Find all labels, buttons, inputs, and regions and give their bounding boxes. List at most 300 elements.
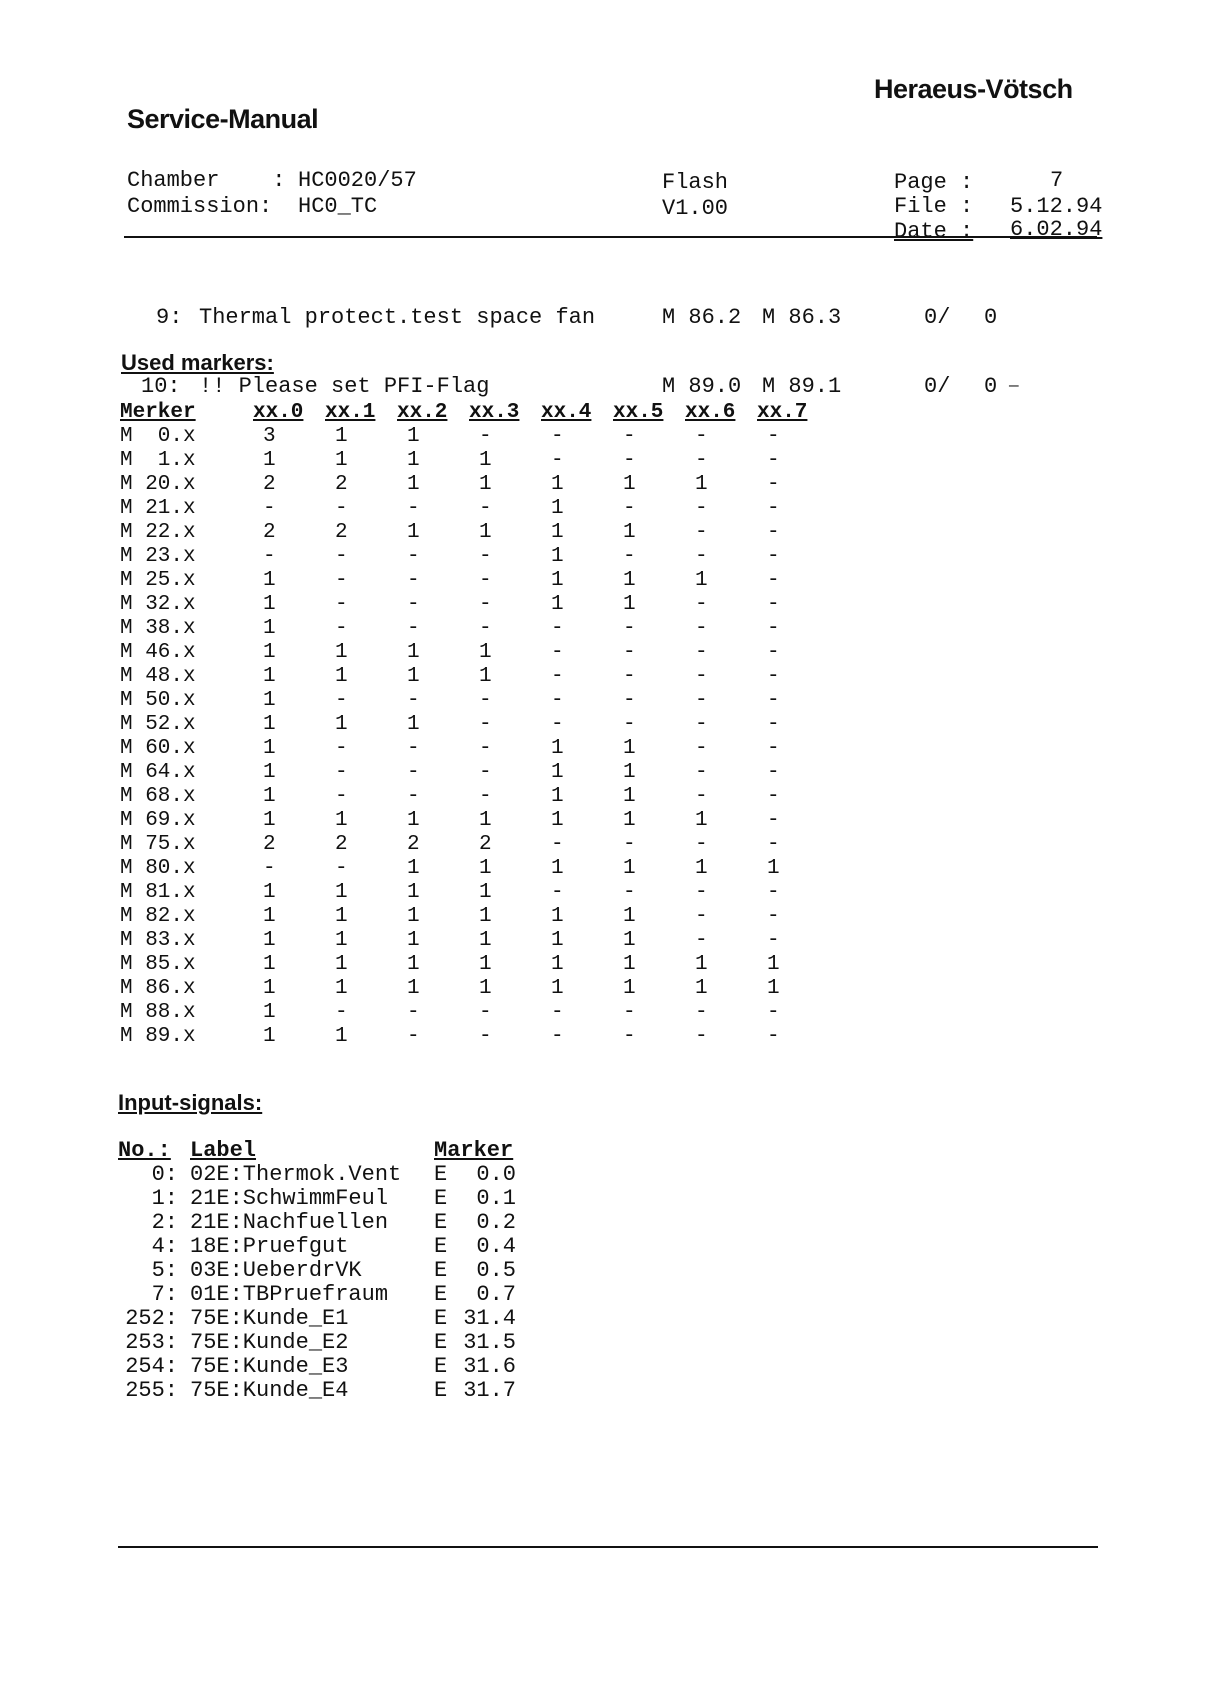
date-value: 6.02.94 bbox=[1010, 217, 1103, 242]
marker-count: - bbox=[695, 761, 708, 784]
marker-count: - bbox=[695, 785, 708, 808]
marker-count: - bbox=[407, 545, 420, 568]
marker-count: - bbox=[479, 497, 492, 520]
marker-count: - bbox=[335, 569, 348, 592]
marker-count: - bbox=[695, 641, 708, 664]
marker-count: 1 bbox=[263, 785, 276, 808]
marker-count: - bbox=[695, 929, 708, 952]
marker-count: 1 bbox=[407, 857, 420, 880]
marker-name: M 0.x bbox=[120, 425, 196, 448]
marker-count: - bbox=[479, 1001, 492, 1024]
column-header: No.: bbox=[118, 1138, 171, 1163]
marker-count: 2 bbox=[335, 473, 348, 496]
marker-count: 1 bbox=[335, 809, 348, 832]
column-header: xx.6 bbox=[685, 401, 736, 424]
date-label: Date : bbox=[894, 219, 974, 244]
marker-count: - bbox=[479, 713, 492, 736]
signal-marker-type: E bbox=[434, 1162, 448, 1187]
marker-count: 1 bbox=[479, 881, 492, 904]
marker-count: 1 bbox=[479, 521, 492, 544]
marker-count: 1 bbox=[479, 929, 492, 952]
marker-count: - bbox=[695, 593, 708, 616]
marker-name: M 1.x bbox=[120, 449, 196, 472]
marker-count: 1 bbox=[263, 905, 276, 928]
marker-count: - bbox=[695, 713, 708, 736]
marker-count: 1 bbox=[551, 497, 564, 520]
signal-label: 21E:Nachfuellen bbox=[190, 1210, 389, 1235]
marker-count: - bbox=[767, 617, 780, 640]
signal-label: 75E:Kunde_E1 bbox=[190, 1306, 349, 1331]
marker-count: - bbox=[695, 689, 708, 712]
row-count-1: 0/ bbox=[924, 305, 951, 330]
row-count-1: 0/ bbox=[924, 374, 951, 399]
marker-count: 1 bbox=[479, 809, 492, 832]
marker-count: - bbox=[623, 497, 636, 520]
marker-count: 1 bbox=[263, 689, 276, 712]
marker-count: 1 bbox=[479, 665, 492, 688]
signal-marker-type: E bbox=[434, 1186, 448, 1211]
signal-marker-type: E bbox=[434, 1306, 448, 1331]
marker-count: - bbox=[479, 761, 492, 784]
marker-count: - bbox=[407, 761, 420, 784]
marker-name: M 46.x bbox=[120, 641, 196, 664]
marker-count: 1 bbox=[551, 905, 564, 928]
marker-count: 1 bbox=[767, 953, 780, 976]
marker-count: 1 bbox=[407, 953, 420, 976]
marker-count: 1 bbox=[263, 929, 276, 952]
marker-count: - bbox=[695, 425, 708, 448]
marker-count: 2 bbox=[263, 833, 276, 856]
signal-number: 1: bbox=[151, 1186, 178, 1211]
marker-count: - bbox=[551, 833, 564, 856]
marker-count: - bbox=[767, 497, 780, 520]
marker-count: 2 bbox=[479, 833, 492, 856]
marker-count: 1 bbox=[335, 665, 348, 688]
marker-count: - bbox=[335, 1001, 348, 1024]
signal-marker-address: 0.2 bbox=[476, 1210, 516, 1235]
marker-count: - bbox=[335, 761, 348, 784]
signal-label: 21E:SchwimmFeul bbox=[190, 1186, 389, 1211]
column-header: xx.3 bbox=[469, 401, 520, 424]
marker-count: - bbox=[407, 689, 420, 712]
signal-label: 18E:Pruefgut bbox=[190, 1234, 349, 1259]
marker-count: - bbox=[407, 1025, 420, 1048]
marker-count: 1 bbox=[407, 641, 420, 664]
marker-count: 1 bbox=[407, 473, 420, 496]
marker-name: M 21.x bbox=[120, 497, 196, 520]
marker-count: 1 bbox=[623, 473, 636, 496]
marker-count: - bbox=[335, 593, 348, 616]
marker-count: - bbox=[407, 569, 420, 592]
signal-marker-address: 0.5 bbox=[476, 1258, 516, 1283]
marker-count: 1 bbox=[551, 785, 564, 808]
marker-count: 1 bbox=[263, 881, 276, 904]
marker-count: 1 bbox=[695, 977, 708, 1000]
marker-count: 1 bbox=[407, 977, 420, 1000]
row-number: 9: bbox=[156, 305, 183, 330]
marker-count: - bbox=[335, 497, 348, 520]
marker-name: M 82.x bbox=[120, 905, 196, 928]
marker-count: 1 bbox=[551, 569, 564, 592]
marker-count: - bbox=[335, 545, 348, 568]
signal-marker-type: E bbox=[434, 1210, 448, 1235]
column-header: Merker bbox=[120, 401, 196, 424]
marker-name: M 32.x bbox=[120, 593, 196, 616]
marker-count: - bbox=[479, 737, 492, 760]
marker-count: - bbox=[551, 449, 564, 472]
marker-count: - bbox=[695, 1025, 708, 1048]
signal-marker-type: E bbox=[434, 1378, 448, 1403]
marker-count: 1 bbox=[623, 761, 636, 784]
marker-count: 1 bbox=[767, 977, 780, 1000]
marker-count: - bbox=[695, 617, 708, 640]
column-header: Label bbox=[190, 1138, 257, 1163]
marker-count: - bbox=[479, 593, 492, 616]
marker-count: 1 bbox=[263, 1001, 276, 1024]
marker-name: M 52.x bbox=[120, 713, 196, 736]
marker-count: 1 bbox=[623, 809, 636, 832]
marker-count: - bbox=[695, 497, 708, 520]
marker-name: M 25.x bbox=[120, 569, 196, 592]
marker-count: - bbox=[767, 473, 780, 496]
column-header: xx.2 bbox=[397, 401, 448, 424]
marker-count: 1 bbox=[551, 737, 564, 760]
marker-name: M 20.x bbox=[120, 473, 196, 496]
signal-number: 254: bbox=[125, 1354, 178, 1379]
marker-count: 1 bbox=[263, 641, 276, 664]
marker-count: - bbox=[767, 593, 780, 616]
header-divider bbox=[124, 236, 1097, 238]
marker-count: - bbox=[551, 689, 564, 712]
signal-marker-address: 0.1 bbox=[476, 1186, 516, 1211]
marker-count: 1 bbox=[479, 953, 492, 976]
marker-count: - bbox=[407, 593, 420, 616]
marker-count: - bbox=[767, 809, 780, 832]
signal-number: 4: bbox=[151, 1234, 178, 1259]
marker-count: - bbox=[767, 833, 780, 856]
marker-count: 2 bbox=[335, 521, 348, 544]
flash-value: V1.00 bbox=[662, 196, 729, 221]
marker-count: 1 bbox=[623, 521, 636, 544]
marker-name: M 75.x bbox=[120, 833, 196, 856]
marker-count: 1 bbox=[335, 905, 348, 928]
marker-count: 1 bbox=[407, 449, 420, 472]
marker-count: 1 bbox=[407, 881, 420, 904]
marker-count: 1 bbox=[695, 857, 708, 880]
marker-count: 1 bbox=[407, 425, 420, 448]
marker-count: - bbox=[695, 737, 708, 760]
used-markers-title: Used markers: bbox=[121, 350, 274, 375]
marker-count: 1 bbox=[551, 857, 564, 880]
marker-count: - bbox=[407, 1001, 420, 1024]
marker-count: 1 bbox=[263, 1025, 276, 1048]
marker-count: 1 bbox=[407, 665, 420, 688]
row-marker-1: M 86.2 bbox=[662, 305, 742, 330]
marker-count: - bbox=[551, 881, 564, 904]
input-signals-title: Input-signals: bbox=[118, 1090, 263, 1115]
marker-count: - bbox=[479, 425, 492, 448]
column-header: xx.1 bbox=[325, 401, 376, 424]
marker-count: - bbox=[695, 449, 708, 472]
marker-count: - bbox=[623, 881, 636, 904]
marker-count: 1 bbox=[263, 569, 276, 592]
marker-count: 1 bbox=[407, 521, 420, 544]
marker-count: 1 bbox=[479, 857, 492, 880]
marker-count: - bbox=[695, 833, 708, 856]
marker-count: - bbox=[623, 425, 636, 448]
marker-count: - bbox=[263, 497, 276, 520]
commission-value: HC0_TC bbox=[298, 194, 378, 219]
marker-count: 1 bbox=[551, 473, 564, 496]
manual-title: Service-Manual bbox=[127, 104, 319, 134]
marker-count: - bbox=[623, 833, 636, 856]
marker-name: M 89.x bbox=[120, 1025, 196, 1048]
marker-name: M 22.x bbox=[120, 521, 196, 544]
signal-label: 02E:Thermok.Vent bbox=[190, 1162, 402, 1187]
row-text: !! Please set PFI-Flag bbox=[199, 374, 490, 399]
marker-count: 1 bbox=[479, 449, 492, 472]
marker-name: M 86.x bbox=[120, 977, 196, 1000]
marker-count: 1 bbox=[623, 905, 636, 928]
marker-count: - bbox=[767, 641, 780, 664]
marker-count: 1 bbox=[551, 929, 564, 952]
column-header: xx.0 bbox=[253, 401, 304, 424]
marker-count: - bbox=[551, 641, 564, 664]
row-marker-1: M 89.0 bbox=[662, 374, 742, 399]
marker-count: - bbox=[479, 617, 492, 640]
signal-marker-address: 31.7 bbox=[463, 1378, 516, 1403]
marker-count: 1 bbox=[551, 977, 564, 1000]
signal-number: 2: bbox=[151, 1210, 178, 1235]
marker-count: 1 bbox=[407, 713, 420, 736]
file-value: 5.12.94 bbox=[1010, 194, 1103, 219]
marker-count: 1 bbox=[263, 449, 276, 472]
marker-count: 1 bbox=[623, 785, 636, 808]
marker-count: 1 bbox=[623, 737, 636, 760]
marker-count: - bbox=[479, 1025, 492, 1048]
page-label: Page : bbox=[894, 170, 974, 195]
signal-marker-address: 0.7 bbox=[476, 1282, 516, 1307]
marker-count: 1 bbox=[551, 761, 564, 784]
marker-count: - bbox=[479, 689, 492, 712]
marker-count: - bbox=[623, 1001, 636, 1024]
marker-count: - bbox=[551, 1025, 564, 1048]
commission-label: Commission: bbox=[127, 194, 273, 219]
row-count-2: 0 bbox=[984, 305, 998, 330]
signal-marker-address: 31.5 bbox=[463, 1330, 516, 1355]
marker-count: - bbox=[767, 737, 780, 760]
marker-count: - bbox=[335, 785, 348, 808]
marker-count: 1 bbox=[767, 857, 780, 880]
marker-count: 1 bbox=[263, 665, 276, 688]
signal-marker-address: 31.4 bbox=[463, 1306, 516, 1331]
marker-name: M 23.x bbox=[120, 545, 196, 568]
marker-count: - bbox=[263, 857, 276, 880]
marker-count: 1 bbox=[551, 809, 564, 832]
row-marker-2: M 86.3 bbox=[762, 305, 842, 330]
marker-count: - bbox=[695, 881, 708, 904]
signal-marker-type: E bbox=[434, 1354, 448, 1379]
marker-count: 1 bbox=[695, 809, 708, 832]
marker-count: - bbox=[767, 665, 780, 688]
marker-count: - bbox=[263, 545, 276, 568]
marker-count: - bbox=[551, 665, 564, 688]
marker-count: 1 bbox=[695, 953, 708, 976]
marker-count: - bbox=[623, 689, 636, 712]
marker-name: M 85.x bbox=[120, 953, 196, 976]
signal-label: 75E:Kunde_E2 bbox=[190, 1330, 349, 1355]
marker-name: M 80.x bbox=[120, 857, 196, 880]
marker-count: 1 bbox=[335, 881, 348, 904]
marker-count: - bbox=[695, 545, 708, 568]
marker-count: 1 bbox=[335, 977, 348, 1000]
marker-count: - bbox=[551, 1001, 564, 1024]
marker-count: - bbox=[479, 569, 492, 592]
marker-count: 1 bbox=[623, 929, 636, 952]
marker-count: 1 bbox=[479, 473, 492, 496]
signal-marker-type: E bbox=[434, 1282, 448, 1307]
marker-count: - bbox=[767, 785, 780, 808]
marker-count: 1 bbox=[263, 977, 276, 1000]
marker-count: - bbox=[767, 761, 780, 784]
signal-marker-address: 31.6 bbox=[463, 1354, 516, 1379]
marker-name: M 38.x bbox=[120, 617, 196, 640]
marker-count: 1 bbox=[407, 905, 420, 928]
signal-number: 252: bbox=[125, 1306, 178, 1331]
marker-count: - bbox=[767, 713, 780, 736]
marker-name: M 60.x bbox=[120, 737, 196, 760]
signal-marker-type: E bbox=[434, 1330, 448, 1355]
row-number: 10: bbox=[141, 374, 181, 399]
chamber-value: HC0020/57 bbox=[298, 168, 417, 193]
marker-count: 1 bbox=[623, 977, 636, 1000]
marker-count: 1 bbox=[263, 953, 276, 976]
marker-count: 1 bbox=[263, 713, 276, 736]
marker-count: - bbox=[551, 425, 564, 448]
marker-count: - bbox=[407, 497, 420, 520]
marker-count: - bbox=[407, 785, 420, 808]
marker-count: 2 bbox=[335, 833, 348, 856]
marker-count: - bbox=[407, 617, 420, 640]
flash-label: Flash bbox=[662, 170, 729, 195]
marker-count: - bbox=[767, 881, 780, 904]
marker-count: 1 bbox=[623, 857, 636, 880]
marker-count: - bbox=[335, 617, 348, 640]
column-header: xx.7 bbox=[757, 401, 808, 424]
marker-count: 1 bbox=[335, 713, 348, 736]
marker-count: 2 bbox=[263, 473, 276, 496]
marker-count: 1 bbox=[479, 977, 492, 1000]
column-header: xx.5 bbox=[613, 401, 664, 424]
marker-name: M 88.x bbox=[120, 1001, 196, 1024]
marker-count: - bbox=[479, 785, 492, 808]
marker-count: - bbox=[623, 641, 636, 664]
marker-count: - bbox=[551, 617, 564, 640]
marker-count: - bbox=[551, 713, 564, 736]
row-mark: — bbox=[1009, 377, 1019, 395]
marker-count: 1 bbox=[623, 569, 636, 592]
marker-count: - bbox=[623, 665, 636, 688]
signal-number: 0: bbox=[151, 1162, 178, 1187]
signal-marker-type: E bbox=[434, 1258, 448, 1283]
marker-count: 1 bbox=[263, 761, 276, 784]
marker-name: M 50.x bbox=[120, 689, 196, 712]
marker-name: M 69.x bbox=[120, 809, 196, 832]
marker-count: - bbox=[623, 545, 636, 568]
row-marker-2: M 89.1 bbox=[762, 374, 842, 399]
marker-count: 1 bbox=[479, 905, 492, 928]
marker-count: - bbox=[767, 929, 780, 952]
marker-count: - bbox=[695, 665, 708, 688]
file-label: File : bbox=[894, 194, 974, 219]
row-text: Thermal protect.test space fan bbox=[199, 305, 596, 330]
column-header: Marker bbox=[434, 1138, 514, 1163]
signal-label: 03E:UeberdrVK bbox=[190, 1258, 362, 1283]
marker-count: - bbox=[695, 521, 708, 544]
marker-count: - bbox=[767, 1025, 780, 1048]
marker-name: M 68.x bbox=[120, 785, 196, 808]
marker-name: M 83.x bbox=[120, 929, 196, 952]
marker-count: 1 bbox=[551, 521, 564, 544]
signal-marker-address: 0.0 bbox=[476, 1162, 516, 1187]
marker-count: 3 bbox=[263, 425, 276, 448]
function-row bbox=[124, 305, 998, 330]
marker-count: 1 bbox=[335, 449, 348, 472]
marker-count: 1 bbox=[407, 809, 420, 832]
marker-count: 1 bbox=[407, 929, 420, 952]
marker-count: 1 bbox=[551, 545, 564, 568]
marker-count: - bbox=[695, 1001, 708, 1024]
marker-count: - bbox=[767, 545, 780, 568]
marker-count: - bbox=[623, 1025, 636, 1048]
marker-count: 1 bbox=[695, 473, 708, 496]
marker-count: 2 bbox=[263, 521, 276, 544]
marker-count: 1 bbox=[263, 809, 276, 832]
marker-count: - bbox=[479, 545, 492, 568]
marker-count: 1 bbox=[335, 1025, 348, 1048]
signal-label: 75E:Kunde_E4 bbox=[190, 1378, 349, 1403]
marker-count: - bbox=[767, 689, 780, 712]
marker-count: 1 bbox=[263, 593, 276, 616]
marker-count: 1 bbox=[623, 953, 636, 976]
signal-label: 01E:TBPruefraum bbox=[190, 1282, 389, 1307]
marker-count: - bbox=[335, 689, 348, 712]
signal-number: 7: bbox=[151, 1282, 178, 1307]
marker-name: M 64.x bbox=[120, 761, 196, 784]
marker-count: - bbox=[767, 905, 780, 928]
marker-count: - bbox=[767, 425, 780, 448]
column-header: xx.4 bbox=[541, 401, 592, 424]
signal-number: 5: bbox=[151, 1258, 178, 1283]
marker-count: - bbox=[767, 521, 780, 544]
signal-number: 255: bbox=[125, 1378, 178, 1403]
marker-count: - bbox=[335, 737, 348, 760]
marker-count: 2 bbox=[407, 833, 420, 856]
marker-count: - bbox=[335, 857, 348, 880]
signal-label: 75E:Kunde_E3 bbox=[190, 1354, 349, 1379]
marker-count: 1 bbox=[551, 953, 564, 976]
function-row bbox=[124, 374, 1019, 399]
signal-marker-type: E bbox=[434, 1234, 448, 1259]
chamber-label: Chamber : bbox=[127, 168, 286, 193]
marker-name: M 81.x bbox=[120, 881, 196, 904]
marker-count: - bbox=[767, 1001, 780, 1024]
marker-count: 1 bbox=[479, 641, 492, 664]
marker-count: 1 bbox=[263, 737, 276, 760]
marker-count: 1 bbox=[551, 593, 564, 616]
marker-count: 1 bbox=[335, 641, 348, 664]
marker-count: - bbox=[767, 449, 780, 472]
